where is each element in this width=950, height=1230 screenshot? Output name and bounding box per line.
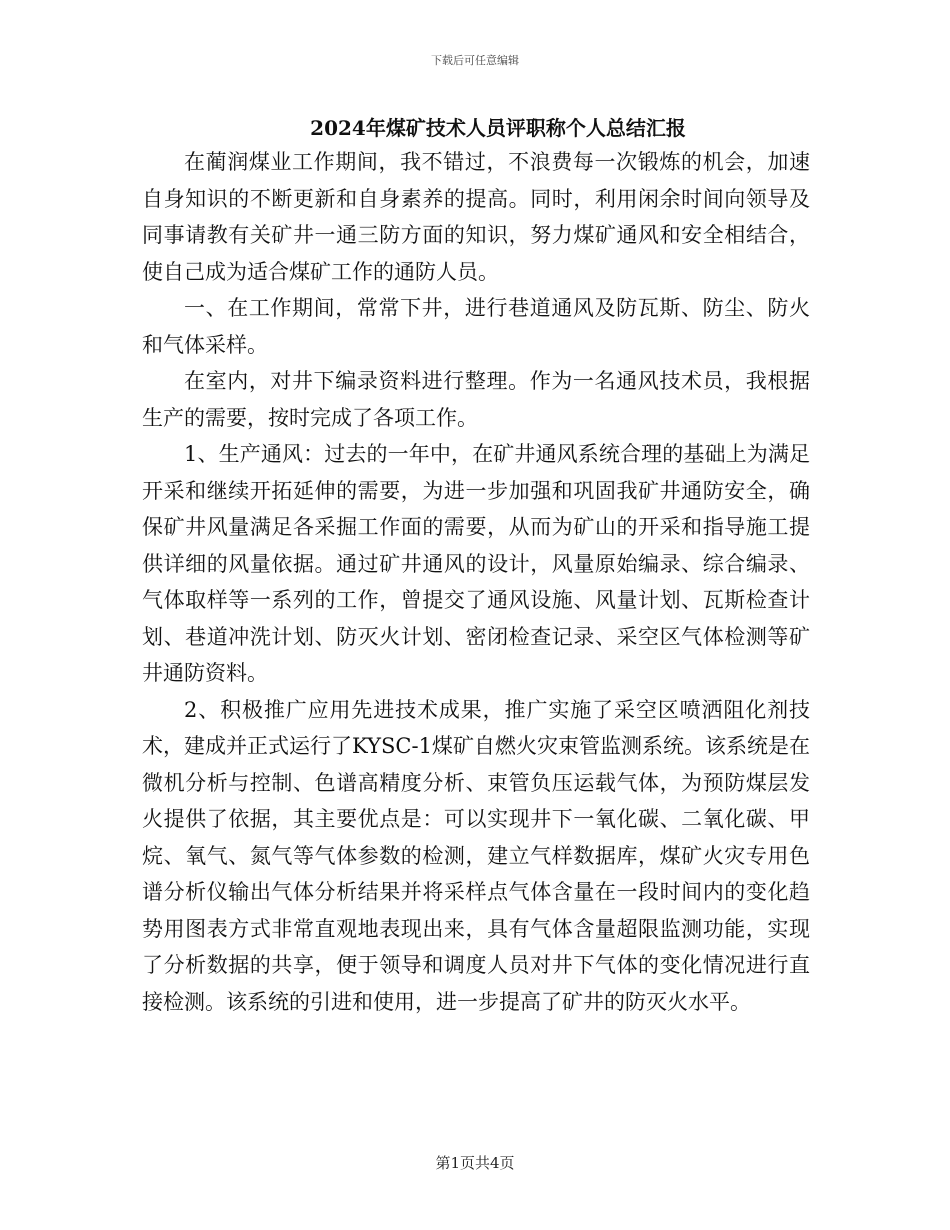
- paragraph-production-ventilation: 1、生产通风：过去的一年中，在矿井通风系统合理的基础上为满足开采和继续开拓延伸的需要，为进一步加强和巩固我矿井通防安全，确保矿井风量满足各采掘工作面的需要，从而为矿山的开采和指导施工提供详细的风量依据。通过矿井通风的设计，风量原始编录、综合编录、气体取样等一系列的工作，曾提交了通风设施、风量计划、瓦斯检查计划、巷道冲洗计划、防灭火计划、密闭检查记录、采空区气体检测等矿井通防资料。: [142, 442, 810, 685]
- document-body: [142, 144, 810, 1020]
- paragraph-indoor-work: 在室内，对井下编录资料进行整理。作为一名通风技术员，我根据生产的需要，按时完成了各项工作。: [142, 369, 810, 430]
- page-number: 第1页共4页: [435, 1154, 515, 1172]
- paragraph-section-one: 一、在工作期间，常常下井，进行巷道通风及防瓦斯、防尘、防火和气体采样。: [142, 296, 810, 357]
- document-title: 2024年煤矿技术人员评职称个人总结汇报: [310, 116, 686, 140]
- page-header-note: 下载后可任意编辑: [431, 54, 519, 67]
- paragraph-technology-promotion: 2、积极推广应用先进技术成果，推广实施了采空区喷洒阻化剂技术，建成并正式运行了KYSC-1煤矿自燃火灾束管监测系统。该系统是在微机分析与控制、色谱高精度分析、束管负压运载气体，为预防煤层发火提供了依据，其主要优点是：可以实现井下一氧化碳、二氧化碳、甲烷、氧气、氮气等气体参数的检测，建立气样数据库，煤矿火灾专用色谱分析仪输出气体分析结果并将采样点气体含量在一段时间内的变化趋势用图表方式非常直观地表现出来，具有气体含量超限监测功能，实现了分析数据的共享，便于领导和调度人员对井下气体的变化情况进行直接检测。该系统的引进和使用，进一步提高了矿井的防灭火水平。: [142, 697, 810, 1014]
- paragraph-intro: 在蔺润煤业工作期间，我不错过，不浪费每一次锻炼的机会，加速自身知识的不断更新和自身素养的提高。同时，利用闲余时间向领导及同事请教有关矿井一通三防方面的知识，努力煤矿通风和安全相结合，使自己成为适合煤矿工作的通防人员。: [142, 150, 810, 284]
